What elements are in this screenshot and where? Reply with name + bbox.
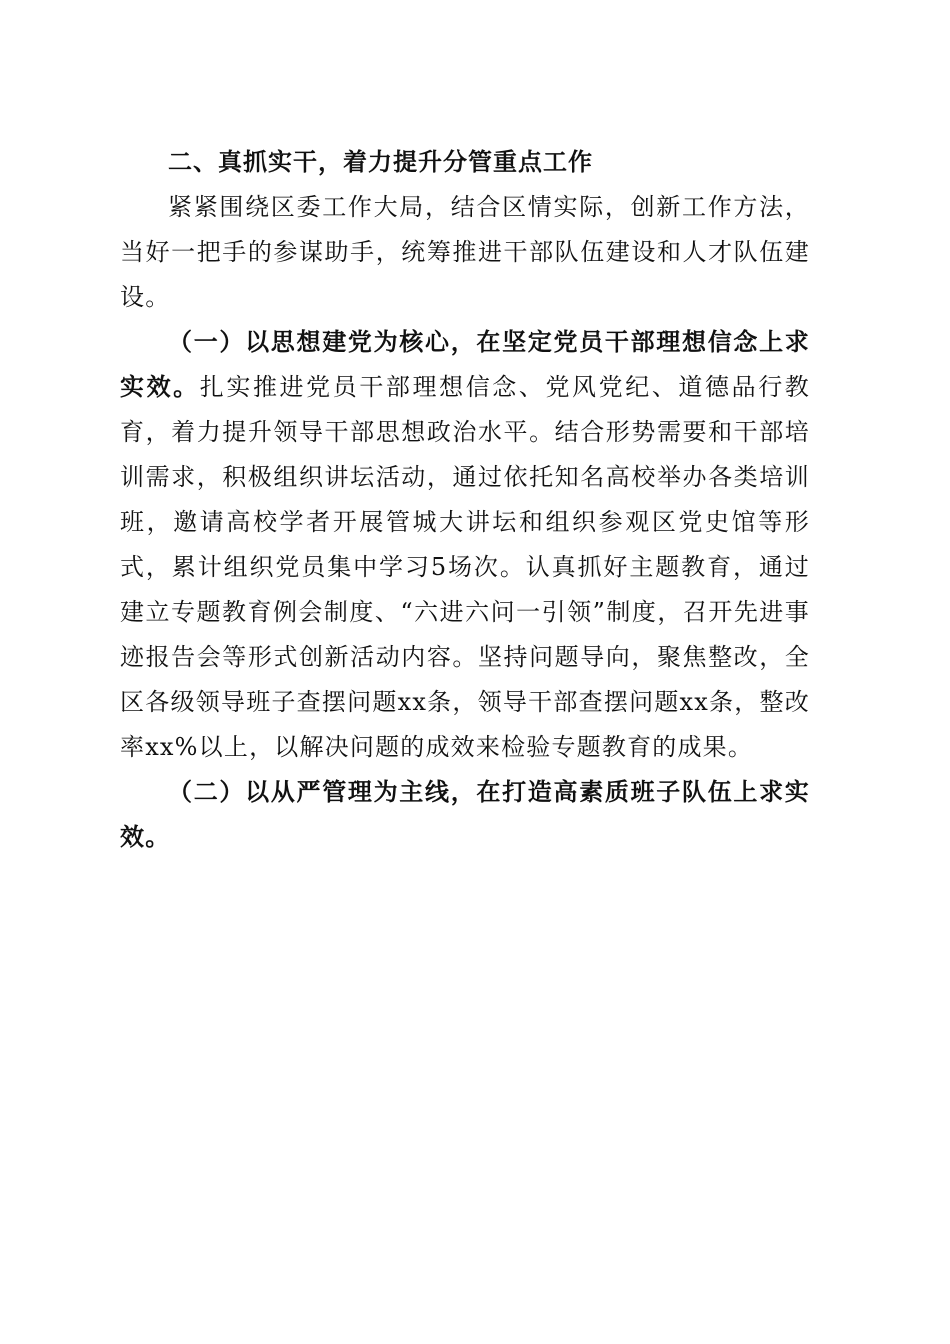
document-body (120, 140, 810, 860)
item1-body: 扎实推进党员干部理想信念、党风党纪、道德品行教育，着力提升领导干部思想政治水平。结合形势需要和干部培训需求，积极组织讲坛活动，通过依托知名高校举办各类培训班，邀请高校学者开展管城大讲坛和组织参观区党史馆等形式，累计组织党员集中学习5场次。认真抓好主题教育，通过建立专题教育例会制度、“六进六问一引领”制度，召开先进事迹报告会等形式创新活动内容。坚持问题导向，聚焦整改，全区各级领导班子查摆问题xx条，领导干部查摆问题xx条，整改率xx%以上，以解决问题的成效来检验专题教育的成果。 (120, 373, 810, 761)
intro-paragraph: 紧紧围绕区委工作大局，结合区情实际，创新工作方法，当好一把手的参谋助手，统筹推进干部队伍建设和人才队伍建设。 (120, 193, 810, 311)
item2-title: （二）以从严管理为主线，在打造高素质班子队伍上求实效。 (120, 778, 810, 851)
item1-title: （一）以思想建党为核心，在坚定党员干部理想信念上求实效。 (120, 328, 810, 401)
item1-paragraph (120, 320, 810, 770)
section-heading: 二、真抓实干，着力提升分管重点工作 (168, 148, 593, 176)
item2-paragraph (120, 770, 810, 860)
